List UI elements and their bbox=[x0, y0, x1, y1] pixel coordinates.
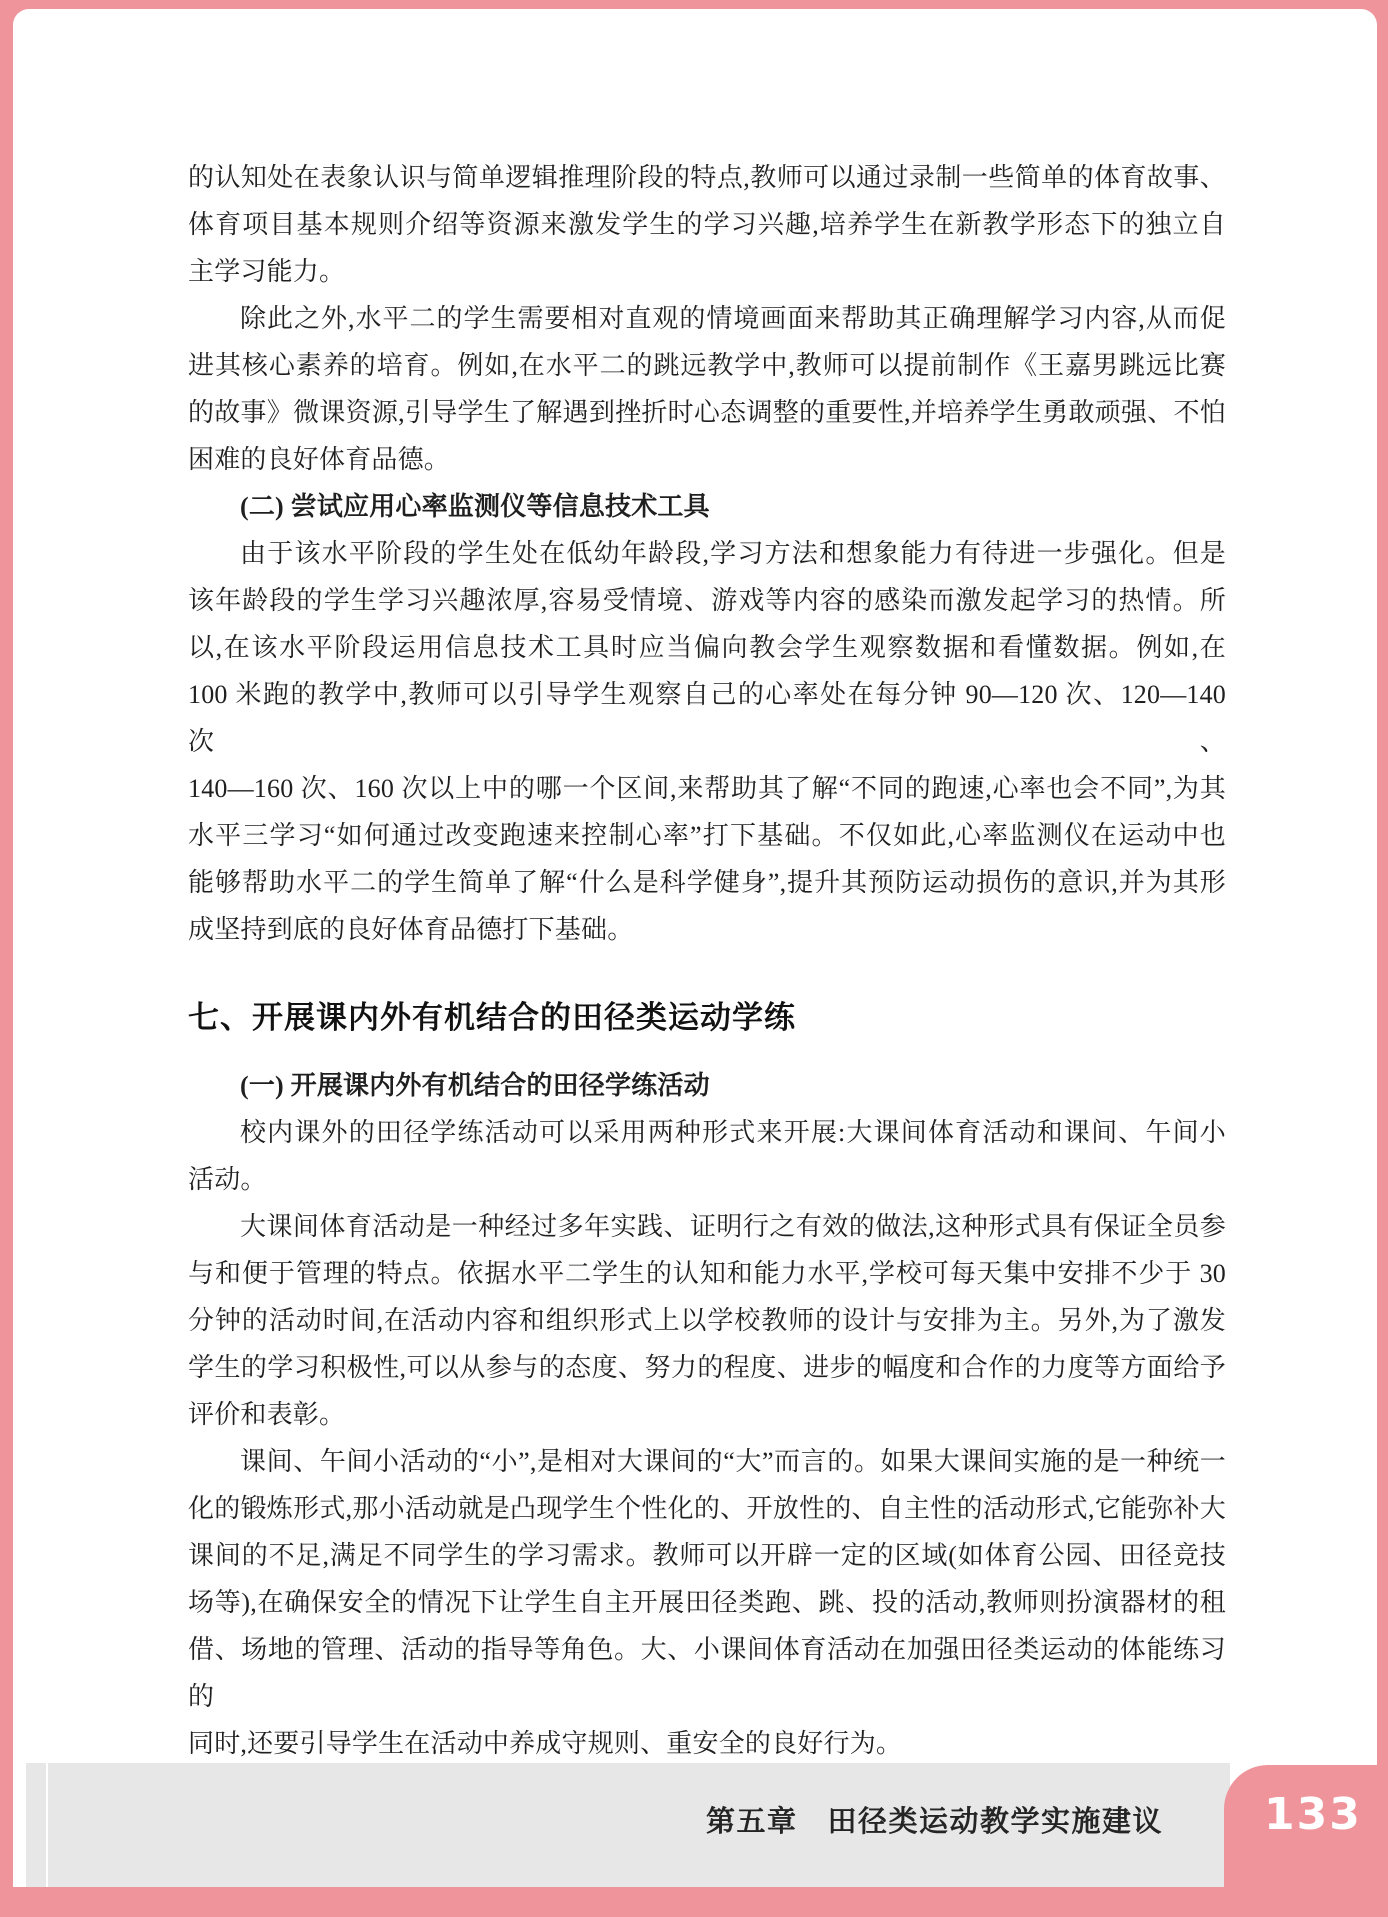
body-text-line: 大课间体育活动是一种经过多年实践、证明行之有效的做法,这种形式具有保证全员参 bbox=[240, 1212, 1226, 1241]
subheading-one: (一) 开展课内外有机结合的田径学练活动 bbox=[240, 1071, 710, 1100]
body-text-line: 以,在该水平阶段运用信息技术工具时应当偏向教会学生观察数据和看懂数据。例如,在 bbox=[188, 633, 1226, 662]
subheading-two: (二) 尝试应用心率监测仪等信息技术工具 bbox=[240, 492, 710, 521]
body-text-line: 体育项目基本规则介绍等资源来激发学生的学习兴趣,培养学生在新教学形态下的独立自 bbox=[188, 210, 1226, 239]
body-text-line: 100 米跑的教学中,教师可以引导学生观察自己的心率处在每分钟 90—120 次、120—140 次、 bbox=[188, 680, 1226, 756]
body-text-line: 课间的不足,满足不同学生的学习需求。教师可以开辟一定的区域(如体育公园、田径竞技 bbox=[188, 1541, 1226, 1570]
body-text-line: 与和便于管理的特点。依据水平二学生的认知和能力水平,学校可每天集中安排不少于 30 bbox=[188, 1259, 1226, 1288]
footer-chapter-title: 田径类运动教学实施建议 bbox=[827, 1805, 1163, 1838]
footer-chapter-label: 第五章 bbox=[705, 1805, 798, 1838]
page-number: 133 bbox=[1264, 1789, 1362, 1840]
body-text-line: 的故事》微课资源,引导学生了解遇到挫折时心态调整的重要性,并培养学生勇敢顽强、不怕 bbox=[188, 398, 1226, 427]
page-body bbox=[188, 154, 1226, 1767]
body-text-line: 场等),在确保安全的情况下让学生自主开展田径类跑、跳、投的活动,教师则扮演器材的租 bbox=[188, 1588, 1226, 1617]
body-text-line: 困难的良好体育品德。 bbox=[188, 445, 451, 474]
footer-accent-tab bbox=[26, 1763, 46, 1887]
body-text-line: 评价和表彰。 bbox=[188, 1400, 346, 1429]
body-text-line: 分钟的活动时间,在活动内容和组织形式上以学校教师的设计与安排为主。另外,为了激发 bbox=[188, 1306, 1226, 1335]
body-text-line: 该年龄段的学生学习兴趣浓厚,容易受情境、游戏等内容的感染而激发起学习的热情。所 bbox=[188, 586, 1226, 615]
body-text-line: 能够帮助水平二的学生简单了解“什么是科学健身”,提升其预防运动损伤的意识,并为其形 bbox=[188, 868, 1226, 897]
body-text-line: 由于该水平阶段的学生处在低幼年龄段,学习方法和想象能力有待进一步强化。但是 bbox=[240, 539, 1226, 568]
body-text-line: 水平三学习“如何通过改变跑速来控制心率”打下基础。不仅如此,心率监测仪在运动中也 bbox=[188, 821, 1226, 850]
body-text-line: 借、场地的管理、活动的指导等角色。大、小课间体育活动在加强田径类运动的体能练习的 bbox=[188, 1635, 1226, 1711]
body-text-line: 成坚持到底的良好体育品德打下基础。 bbox=[188, 915, 634, 944]
body-text-line: 同时,还要引导学生在活动中养成守规则、重安全的良好行为。 bbox=[188, 1729, 903, 1758]
body-text-line: 校内课外的田径学练活动可以采用两种形式来开展:大课间体育活动和课间、午间小 bbox=[240, 1118, 1226, 1147]
footer-running-title bbox=[706, 1763, 1163, 1887]
page-number-box bbox=[1224, 1765, 1388, 1917]
body-text-line: 的认知处在表象认识与简单逻辑推理阶段的特点,教师可以通过录制一些简单的体育故事、 bbox=[188, 163, 1226, 192]
body-text-line: 化的锻炼形式,那小活动就是凸现学生个性化的、开放性的、自主性的活动形式,它能弥补大 bbox=[188, 1494, 1226, 1523]
section-title: 七、开展课内外有机结合的田径类运动学练 bbox=[188, 1000, 796, 1035]
body-text-line: 主学习能力。 bbox=[188, 257, 346, 286]
body-text-line: 140—160 次、160 次以上中的哪一个区间,来帮助其了解“不同的跑速,心率也会不同”,为其 bbox=[188, 774, 1226, 803]
body-text-line: 进其核心素养的培育。例如,在水平二的跳远教学中,教师可以提前制作《王嘉男跳远比赛 bbox=[188, 351, 1226, 380]
body-text-line: 课间、午间小活动的“小”,是相对大课间的“大”而言的。如果大课间实施的是一种统一 bbox=[240, 1447, 1226, 1476]
body-text-line: 活动。 bbox=[188, 1165, 267, 1194]
body-text-line: 除此之外,水平二的学生需要相对直观的情境画面来帮助其正确理解学习内容,从而促 bbox=[240, 304, 1226, 333]
body-text-line: 学生的学习积极性,可以从参与的态度、努力的程度、进步的幅度和合作的力度等方面给予 bbox=[188, 1353, 1226, 1382]
